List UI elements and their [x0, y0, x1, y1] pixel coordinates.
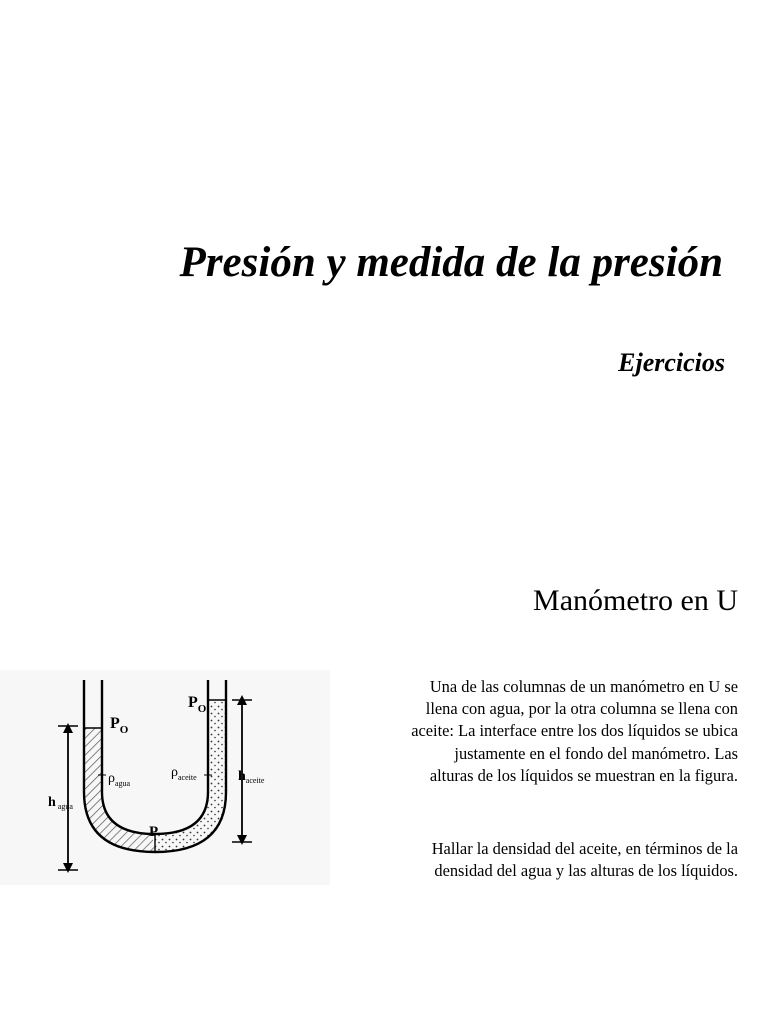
- problem-line-4: justamente en el fondo del manómetro. Las: [454, 743, 738, 763]
- problem-line-3: aceite: La interface entre los dos líquidos se ubica: [411, 721, 738, 741]
- left-pressure-label: $P_O$: [110, 715, 129, 736]
- bottom-pressure-label: P: [149, 824, 159, 840]
- question-line-1: Hallar la densidad del aceite, en términos de la: [431, 839, 738, 858]
- u-manometer-figure: [0, 670, 330, 885]
- u-manometer-diagram: [0, 670, 330, 885]
- water-density-label: $\rho_{agua}$: [108, 771, 131, 788]
- question-line-2: densidad del agua y las alturas de los líquidos.: [434, 861, 738, 881]
- problem-line-1: Una de las columnas de un manómetro en U se: [429, 677, 738, 696]
- oil-height-label: $h_{aceite}$: [238, 769, 265, 785]
- page-title: Presión y medida de la presión: [179, 239, 723, 286]
- problem-statement: [340, 676, 738, 787]
- question: [340, 838, 738, 882]
- problem-line-5: alturas de los líquidos se muestran en la figura.: [429, 765, 738, 785]
- water-height-label: h $_{agua}$: [48, 795, 73, 811]
- page-subtitle: Ejercicios: [618, 348, 725, 377]
- oil-density-label: $\rho_{aceite}$: [171, 765, 197, 782]
- section-heading: Manómetro en U: [533, 584, 738, 617]
- problem-line-2: llena con agua, por la otra columna se llena con: [425, 699, 738, 719]
- right-pressure-label: $P_O$: [188, 694, 207, 715]
